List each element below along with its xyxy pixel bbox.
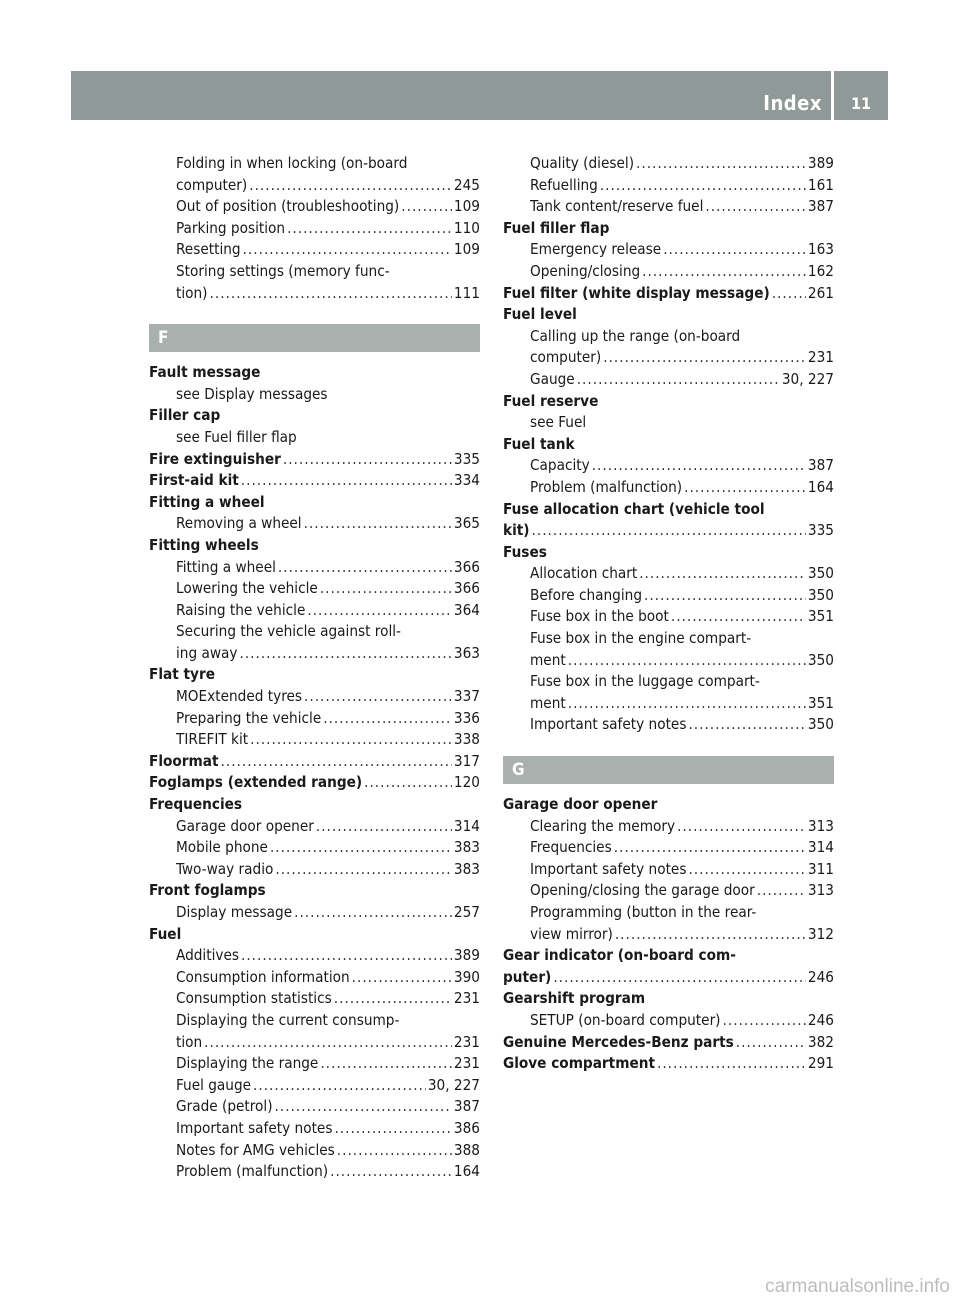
entry-page: 389 <box>453 946 480 965</box>
entry-text: ment <box>530 650 566 669</box>
entry-page: 120 <box>453 773 480 792</box>
entry-page: 261 <box>807 283 834 302</box>
dot-leader <box>686 859 805 881</box>
dot-leader <box>314 816 452 838</box>
index-entry <box>503 520 834 542</box>
entry-text: Quality (diesel) <box>530 154 635 172</box>
dot-leader <box>362 772 452 794</box>
entry-page: 335 <box>807 521 834 540</box>
entry-text: Fuel reserve <box>503 391 599 410</box>
index-subentry <box>149 557 480 579</box>
entry-text: Allocation chart <box>530 564 638 583</box>
entry-text: Two-way radio <box>176 859 274 878</box>
entry-text: Fitting wheels <box>149 535 259 554</box>
index-subentry <box>503 412 834 434</box>
entry-text: Folding in when locking (on-board <box>176 154 408 172</box>
dot-leader <box>276 557 452 579</box>
dot-leader <box>318 1053 452 1075</box>
entry-text: Fuse allocation chart (vehicle tool <box>503 499 765 518</box>
entry-text: Tank content/reserve fuel <box>530 197 704 216</box>
entry-text: Important safety notes <box>530 715 687 734</box>
entry-text: Refuelling <box>530 175 598 194</box>
index-subentry <box>149 621 480 643</box>
index-subentry <box>503 347 834 369</box>
dot-leader <box>239 945 452 967</box>
index-subentry <box>503 153 834 175</box>
header-bar <box>71 71 831 120</box>
index-subentry <box>149 384 480 406</box>
entry-page: 245 <box>453 175 480 194</box>
entry-text: Frequencies <box>149 795 243 814</box>
entry-text: Parking position <box>176 218 286 237</box>
index-subentry <box>503 239 834 261</box>
index-entry <box>149 664 480 686</box>
dot-leader <box>219 751 452 773</box>
dot-leader <box>530 520 806 542</box>
entry-text: puter) <box>503 967 552 986</box>
dot-leader <box>613 924 806 946</box>
entry-text: Important safety notes <box>176 1118 333 1137</box>
dot-leader <box>332 988 452 1010</box>
index-subentry <box>503 880 834 902</box>
entry-text: Frequencies <box>530 838 612 857</box>
entry-text: Important safety notes <box>530 859 687 878</box>
index-subentry <box>503 859 834 881</box>
entry-text: Gauge <box>530 369 575 388</box>
dot-leader <box>273 1096 452 1118</box>
dot-leader <box>285 218 452 240</box>
entry-page: 246 <box>807 967 834 986</box>
entry-text: Emergency release <box>530 240 662 259</box>
entry-page: 335 <box>453 449 480 468</box>
index-subentry <box>503 455 834 477</box>
entry-page: 351 <box>807 607 834 626</box>
entry-page: 387 <box>807 456 834 475</box>
entry-text: Preparing the vehicle <box>176 708 322 727</box>
index-subentry <box>503 628 834 650</box>
dot-leader <box>202 1032 452 1054</box>
index-subentry <box>149 600 480 622</box>
index-entry <box>149 449 480 471</box>
dot-leader <box>302 513 452 535</box>
index-subentry <box>149 1096 480 1118</box>
dot-leader <box>612 837 806 859</box>
index-subentry <box>503 1010 834 1032</box>
entry-page: 337 <box>453 687 480 706</box>
entry-text: Floormat <box>149 751 219 770</box>
index-entry <box>149 794 480 816</box>
index-subentry <box>149 945 480 967</box>
entry-page: 350 <box>807 715 834 734</box>
entry-text: Fuel filter (white display message) <box>503 283 770 302</box>
entry-text: Problem (malfunction) <box>176 1162 329 1181</box>
index-subentry <box>503 369 834 391</box>
index-subentry <box>503 606 834 628</box>
index-entry <box>149 880 480 902</box>
entry-page: 163 <box>807 240 834 259</box>
entry-text: Resetting <box>176 240 241 259</box>
dot-leader <box>675 816 806 838</box>
entry-text: Front foglamps <box>149 881 266 900</box>
entry-text: Glove compartment <box>503 1054 655 1073</box>
entry-page: 246 <box>807 1010 834 1029</box>
index-entry <box>503 304 834 326</box>
entry-text: Consumption statistics <box>176 989 332 1008</box>
entry-page: 231 <box>453 989 480 1008</box>
entry-page: 231 <box>453 1032 480 1051</box>
index-entry <box>149 535 480 557</box>
entry-text: Filler cap <box>149 406 221 425</box>
index-entry <box>149 492 480 514</box>
index-column-right <box>503 153 834 1075</box>
entry-page: 364 <box>453 600 480 619</box>
dot-leader <box>399 196 452 218</box>
index-subentry <box>503 261 834 283</box>
entry-text: Opening/closing <box>530 261 641 280</box>
dot-leader <box>350 967 452 989</box>
dot-leader <box>669 606 806 628</box>
entry-text: Calling up the range (on-board <box>530 326 741 345</box>
index-subentry <box>503 477 834 499</box>
entry-text: Foglamps (extended range) <box>149 773 363 792</box>
dot-leader <box>682 477 806 499</box>
index-subentry <box>503 175 834 197</box>
entry-page: 382 <box>807 1032 834 1051</box>
entry-text: Displaying the range <box>176 1054 319 1073</box>
entry-text: Garage door opener <box>176 816 314 835</box>
entry-text: Fuel gauge <box>176 1075 252 1094</box>
dot-leader <box>566 650 806 672</box>
index-subentry <box>149 643 480 665</box>
index-entry <box>149 772 480 794</box>
entry-page: 389 <box>807 154 834 172</box>
entry-page: 291 <box>807 1054 834 1073</box>
index-subentry <box>149 153 480 175</box>
entry-page: 338 <box>453 730 480 749</box>
entry-text: tion <box>176 1032 203 1051</box>
index-entry <box>149 751 480 773</box>
entry-page: 383 <box>453 859 480 878</box>
index-subentry <box>503 671 834 693</box>
entry-text: Clearing the memory <box>530 816 676 835</box>
index-subentry <box>149 239 480 261</box>
dot-leader <box>590 455 806 477</box>
entry-text: Gearshift program <box>503 989 646 1008</box>
dot-leader <box>551 967 806 989</box>
index-entry <box>149 470 480 492</box>
index-subentry <box>503 650 834 672</box>
dot-leader <box>755 880 806 902</box>
entry-text: Fitting a wheel <box>176 557 276 576</box>
dot-leader <box>247 175 452 197</box>
entry-text: Capacity <box>530 456 590 475</box>
index-subentry <box>149 686 480 708</box>
index-entry <box>503 794 834 816</box>
entry-page: 111 <box>453 283 480 302</box>
index-entry <box>503 542 834 564</box>
index-entry <box>503 988 834 1010</box>
entry-page: 257 <box>453 903 480 921</box>
index-entry <box>149 924 480 946</box>
entry-page: 363 <box>453 643 480 662</box>
index-subentry <box>503 196 834 218</box>
entry-page: 109 <box>453 240 480 259</box>
entry-text: see Fuel <box>530 413 587 432</box>
index-entry <box>503 1053 834 1075</box>
entry-page: 386 <box>453 1118 480 1137</box>
entry-text: Fire extinguisher <box>149 449 281 468</box>
index-entry <box>503 1032 834 1054</box>
section-title: Index <box>763 91 822 115</box>
index-entry <box>503 283 834 305</box>
entry-text: tion) <box>176 283 208 302</box>
dot-leader <box>686 714 805 736</box>
dot-leader <box>661 239 806 261</box>
dot-leader <box>318 578 452 600</box>
index-subentry <box>149 578 480 600</box>
index-entry <box>503 499 834 521</box>
entry-page: 312 <box>807 924 834 943</box>
index-subentry <box>149 837 480 859</box>
entry-page: 311 <box>807 859 834 878</box>
dot-leader <box>734 1032 806 1054</box>
entry-text: Out of position (troubleshooting) <box>176 197 400 216</box>
entry-text: Fitting a wheel <box>149 492 265 511</box>
entry-text: Fuel level <box>503 305 577 324</box>
entry-text: Displaying the current consump- <box>176 1010 400 1029</box>
entry-text: Fault message <box>149 363 261 382</box>
dot-leader <box>248 729 452 751</box>
index-subentry <box>149 988 480 1010</box>
index-subentry <box>149 175 480 197</box>
entry-page: 366 <box>453 579 480 598</box>
entry-text: Fuse box in the luggage compart- <box>530 672 760 691</box>
entry-text: Fuel filler flap <box>503 218 610 237</box>
entry-text: ing away <box>176 643 238 662</box>
index-subentry <box>503 924 834 946</box>
entry-page: 231 <box>453 1054 480 1073</box>
dot-leader <box>268 837 452 859</box>
entry-page: 109 <box>453 197 480 216</box>
entry-page: 164 <box>453 1162 480 1181</box>
index-subentry <box>503 902 834 924</box>
dot-leader <box>281 449 452 471</box>
index-subentry <box>503 326 834 348</box>
entry-text: Fuse box in the engine compart- <box>530 629 752 648</box>
entry-text: Securing the vehicle against roll- <box>176 622 401 641</box>
index-subentry <box>149 427 480 449</box>
entry-page: 231 <box>807 348 834 367</box>
entry-text: Consumption information <box>176 967 350 986</box>
dot-leader <box>237 643 451 665</box>
entry-text: Raising the vehicle <box>176 600 306 619</box>
entry-page: 313 <box>807 881 834 900</box>
index-subentry <box>149 708 480 730</box>
index-subentry <box>503 837 834 859</box>
entry-page: 388 <box>453 1140 480 1159</box>
dot-leader <box>328 1161 452 1183</box>
entry-text: computer) <box>176 175 248 194</box>
entry-text: kit) <box>503 521 530 540</box>
entry-page: 161 <box>807 175 834 194</box>
dot-leader <box>335 1140 452 1162</box>
entry-text: see Display messages <box>176 384 328 403</box>
index-subentry <box>149 1032 480 1054</box>
index-entry <box>503 434 834 456</box>
entry-text: view mirror) <box>530 924 613 943</box>
entry-page: 110 <box>453 218 480 237</box>
dot-leader <box>241 239 452 261</box>
index-subentry <box>149 1075 480 1097</box>
entry-text: Fuse box in the boot <box>530 607 669 626</box>
entry-text: Problem (malfunction) <box>530 477 683 496</box>
index-entry <box>149 362 480 384</box>
index-subentry <box>503 816 834 838</box>
left-continued-entries <box>149 153 480 304</box>
dot-leader <box>292 902 452 924</box>
index-subentry <box>149 729 480 751</box>
dot-leader <box>770 283 806 305</box>
dot-leader <box>273 859 452 881</box>
index-subentry <box>149 967 480 989</box>
index-subentry <box>149 816 480 838</box>
entry-text: SETUP (on-board computer) <box>530 1010 721 1029</box>
index-subentry <box>503 585 834 607</box>
entry-text: MOExtended tyres <box>176 687 303 706</box>
dot-leader <box>642 585 806 607</box>
index-subentry <box>149 1161 480 1183</box>
entry-page: 313 <box>807 816 834 835</box>
dot-leader <box>208 283 452 305</box>
entry-page: 30, 227 <box>427 1075 480 1094</box>
entry-text: Fuses <box>503 542 547 561</box>
entry-page: 383 <box>453 838 480 857</box>
index-entry <box>503 218 834 240</box>
entry-text: Lowering the vehicle <box>176 579 318 598</box>
index-entry <box>503 391 834 413</box>
index-subentry <box>149 1140 480 1162</box>
entry-text: Additives <box>176 946 239 965</box>
entry-page: 317 <box>453 751 480 770</box>
entry-text: Grade (petrol) <box>176 1097 273 1116</box>
entry-page: 365 <box>453 514 480 533</box>
watermark: carmanualsonline.info <box>765 1276 950 1297</box>
index-entry <box>503 945 834 967</box>
index-subentry <box>149 859 480 881</box>
right-letter-entries <box>503 794 834 1075</box>
dot-leader <box>637 563 806 585</box>
entry-page: 387 <box>807 197 834 216</box>
entry-text: ment <box>530 693 566 712</box>
index-subentry <box>149 1053 480 1075</box>
entry-text: Fuel tank <box>503 434 575 453</box>
entry-text: Flat tyre <box>149 665 215 684</box>
entry-page: 366 <box>453 557 480 576</box>
dot-leader <box>321 708 452 730</box>
entry-page: 164 <box>807 477 834 496</box>
entry-text: Fuel <box>149 924 182 943</box>
entry-page: 390 <box>453 967 480 986</box>
index-subentry <box>149 902 480 924</box>
entry-text: computer) <box>530 348 602 367</box>
entry-page: 30, 227 <box>781 369 834 388</box>
entry-text: Gear indicator (on-board com- <box>503 946 736 965</box>
index-subentry <box>149 283 480 305</box>
letter-heading-f: F <box>149 324 480 352</box>
dot-leader <box>601 347 806 369</box>
dot-leader <box>305 600 452 622</box>
entry-text: Before changing <box>530 585 642 604</box>
entry-page: 350 <box>807 564 834 583</box>
index-subentry <box>149 1118 480 1140</box>
entry-text: see Fuel filler flap <box>176 427 297 446</box>
dot-leader <box>566 693 806 715</box>
entry-text: Genuine Mercedes-Benz parts <box>503 1032 734 1051</box>
index-column-left <box>149 153 480 1183</box>
index-subentry <box>503 693 834 715</box>
index-subentry <box>149 218 480 240</box>
dot-leader <box>655 1053 806 1075</box>
index-entry <box>503 967 834 989</box>
entry-text: Storing settings (memory func- <box>176 261 390 280</box>
dot-leader <box>575 369 780 391</box>
right-continued-entries <box>503 153 834 736</box>
index-subentry <box>149 1010 480 1032</box>
entry-page: 351 <box>807 693 834 712</box>
entry-text: TIREFIT kit <box>176 730 249 749</box>
dot-leader <box>640 261 806 283</box>
entry-page: 387 <box>453 1097 480 1116</box>
entry-text: Removing a wheel <box>176 514 302 533</box>
index-subentry <box>149 513 480 535</box>
entry-text: Garage door opener <box>503 795 658 814</box>
entry-text: Notes for AMG vehicles <box>176 1140 335 1159</box>
entry-page: 334 <box>453 471 480 490</box>
entry-page: 350 <box>807 585 834 604</box>
entry-text: First-aid kit <box>149 471 239 490</box>
entry-page: 350 <box>807 650 834 669</box>
dot-leader <box>302 686 452 708</box>
index-subentry <box>503 563 834 585</box>
dot-leader <box>332 1118 451 1140</box>
entry-page: 314 <box>453 816 480 835</box>
dot-leader <box>239 470 452 492</box>
dot-leader <box>634 153 806 175</box>
dot-leader <box>703 196 806 218</box>
entry-text: Display message <box>176 903 293 921</box>
page-number: 11 <box>834 71 888 120</box>
entry-page: 314 <box>807 838 834 857</box>
dot-leader <box>598 175 806 197</box>
index-entry <box>149 405 480 427</box>
entry-page: 162 <box>807 261 834 280</box>
index-subentry <box>503 714 834 736</box>
left-letter-entries <box>149 362 480 1183</box>
dot-leader <box>721 1010 806 1032</box>
letter-heading-g: G <box>503 756 834 784</box>
index-subentry <box>149 196 480 218</box>
dot-leader <box>251 1075 426 1097</box>
entry-text: Programming (button in the rear- <box>530 903 757 921</box>
entry-text: Opening/closing the garage door <box>530 881 755 900</box>
entry-text: Mobile phone <box>176 838 268 857</box>
index-subentry <box>149 261 480 283</box>
entry-page: 336 <box>453 708 480 727</box>
